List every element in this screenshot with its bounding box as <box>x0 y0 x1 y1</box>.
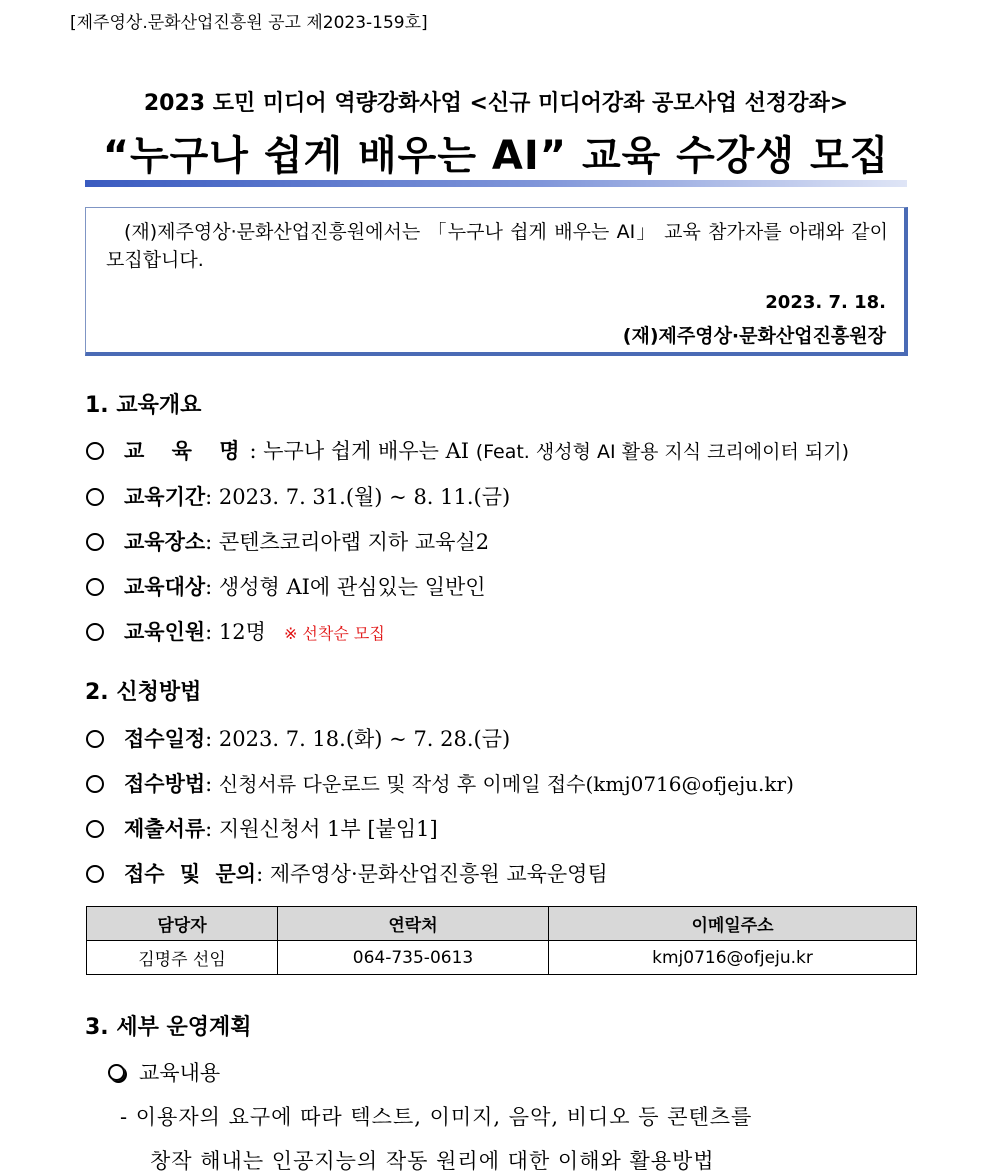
intro-box <box>85 207 908 356</box>
application-item-schedule <box>86 723 510 753</box>
item-label: 교육장소 <box>124 530 206 554</box>
item-label: 접수 및 문의 <box>124 862 257 886</box>
header-phone: 연락처 <box>278 907 549 941</box>
circle-bullet-icon <box>86 533 104 551</box>
intro-org: (재)제주영상·문화산업진흥원장 <box>622 325 886 347</box>
item-label: 교육기간 <box>124 485 206 509</box>
item-value: 2023. 7. 18.(화) ~ 7. 28.(금) <box>218 727 511 751</box>
application-item-inquiry <box>86 858 608 888</box>
circle-bullet-icon <box>86 775 104 793</box>
circle-bullet-icon <box>86 488 104 506</box>
item-sep: : <box>205 575 219 599</box>
plan-line-1: - 이용자의 요구에 따라 텍스트, 이미지, 음악, 비디오 등 콘텐츠를 <box>120 1105 753 1129</box>
item-sep: : <box>205 530 219 554</box>
header-email: 이메일주소 <box>549 907 917 941</box>
item-label: 교 육 명 <box>124 439 250 463</box>
item-sep: : <box>249 439 264 463</box>
circle-bullet-icon <box>86 730 104 748</box>
page-title: “누구나 쉽게 배우는 AI” 교육 수강생 모집 <box>102 133 890 179</box>
section-heading-application: 2. 신청방법 <box>85 680 202 705</box>
section-heading-plan: 3. 세부 운영계획 <box>85 1015 252 1040</box>
item-sep: : <box>205 727 219 751</box>
contact-table <box>86 906 917 975</box>
item-label: 제출서류 <box>124 817 206 841</box>
first-come-note: ※ 선착순 모집 <box>283 624 385 643</box>
overview-item-location <box>86 526 489 556</box>
overview-item-capacity <box>86 616 385 646</box>
circle-bullet-icon <box>86 442 104 460</box>
item-label: 접수일정 <box>124 727 206 751</box>
subtitle: 2023 도민 미디어 역량강화사업 <신규 미디어강좌 공모사업 선정강좌> <box>143 91 849 116</box>
intro-text: (재)제주영상·문화산업진흥원에서는 「누구나 쉽게 배우는 AI」 교육 참가자를 아래와 같이 모집합니다. <box>106 221 888 271</box>
item-value: 제주영상·문화산업진흥원 교육운영팀 <box>269 862 608 886</box>
table-header-row <box>87 907 917 941</box>
circle-bullet-icon <box>86 865 104 883</box>
plan-sub-item <box>108 1057 220 1087</box>
cell-manager: 김명주 선임 <box>87 941 278 975</box>
item-extra: (Feat. 생성형 AI 활용 지식 크리에이터 되기) <box>475 441 850 463</box>
overview-item-target <box>86 571 486 601</box>
item-value: 생성형 AI에 관심있는 일반인 <box>218 575 486 599</box>
overview-item-name <box>86 435 849 465</box>
item-value: 12명 <box>218 620 266 644</box>
item-sep: : <box>205 817 219 841</box>
notice-number: [제주영상.문화산업진흥원 공고 제2023-159호] <box>70 13 428 33</box>
section-heading-overview: 1. 교육개요 <box>85 393 202 418</box>
cell-email: kmj0716@ofjeju.kr <box>549 941 917 975</box>
circle-bullet-icon <box>86 820 104 838</box>
circle-bullet-icon <box>86 623 104 641</box>
overview-item-period <box>86 481 510 511</box>
shadow-circle-bullet-icon <box>108 1064 125 1081</box>
table-row <box>87 941 917 975</box>
item-sep: : <box>256 862 270 886</box>
item-label: 교육대상 <box>124 575 206 599</box>
plan-line-2: 창작 해내는 인공지능의 작동 원리에 대한 이해와 활용방법 <box>150 1149 715 1173</box>
item-value: 누구나 쉽게 배우는 AI <box>263 439 476 463</box>
application-item-documents <box>86 813 438 843</box>
title-underline <box>85 180 907 187</box>
item-value: 신청서류 다운로드 및 작성 후 이메일 접수(kmj0716@ofjeju.kr) <box>218 772 794 796</box>
sub-item-label: 교육내용 <box>139 1061 221 1085</box>
item-label: 교육인원 <box>124 620 206 644</box>
circle-bullet-icon <box>86 578 104 596</box>
item-sep: : <box>205 620 219 644</box>
item-sep: : <box>205 485 219 509</box>
item-value: 2023. 7. 31.(월) ~ 8. 11.(금) <box>218 485 511 509</box>
item-label: 접수방법 <box>124 772 206 796</box>
item-value: 지원신청서 1부 [붙임1] <box>218 817 438 841</box>
item-value: 콘텐츠코리아랩 지하 교육실2 <box>218 530 490 554</box>
intro-date: 2023. 7. 18. <box>765 292 886 313</box>
item-sep: : <box>205 772 219 796</box>
header-manager: 담당자 <box>87 907 278 941</box>
cell-phone: 064-735-0613 <box>278 941 549 975</box>
application-item-method <box>86 768 794 798</box>
